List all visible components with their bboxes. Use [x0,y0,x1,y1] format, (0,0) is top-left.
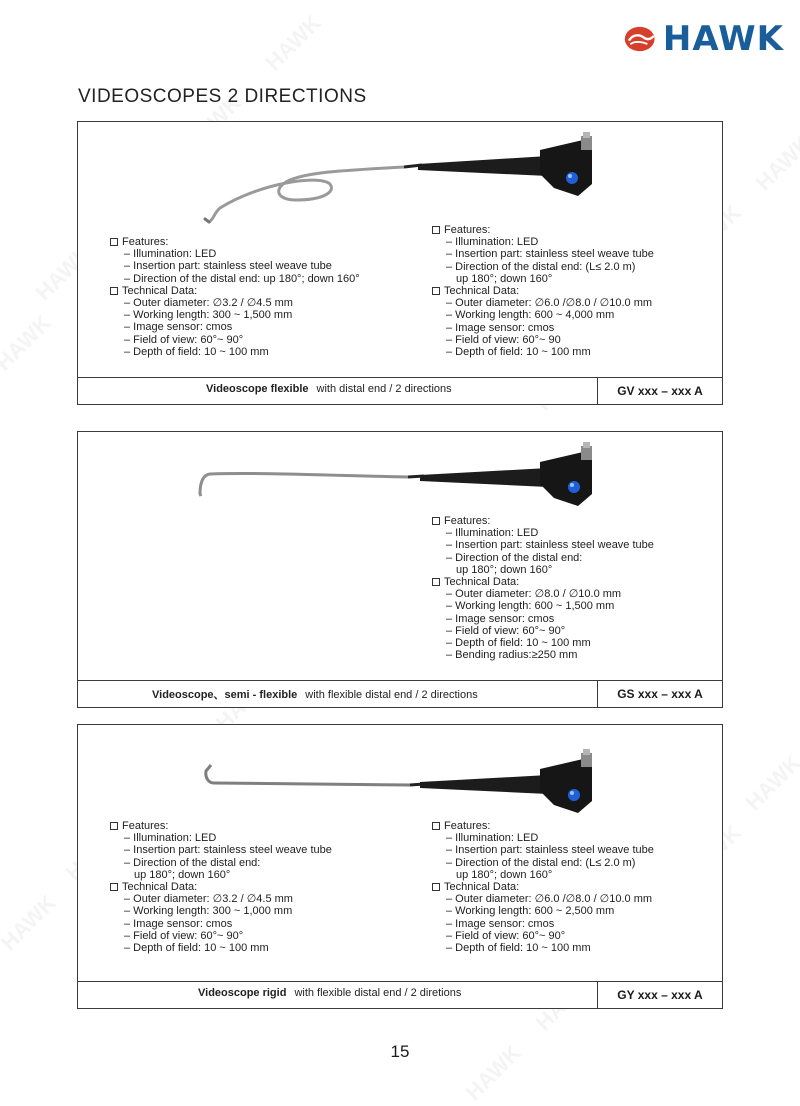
features-item: – Illumination: LED [446,236,539,249]
tech-item: – Outer diameter: ∅3.2 / ∅4.5 mm [124,893,293,906]
tech-item: – Depth of field: 10 ~ 100 mm [446,346,591,359]
tech-item: – Outer diameter: ∅6.0 /∅8.0 / ∅10.0 mm [446,297,653,310]
tech-item: – Depth of field: 10 ~ 100 mm [124,345,269,358]
product-desc: with distal end / 2 directions [316,383,452,395]
features-item: – Insertion part: stainless steel weave tube [446,539,654,552]
checkbox-icon [110,822,118,830]
product-code: GS xxx – xxx A [617,687,703,701]
checkbox-icon [432,226,440,234]
spec-block-right [432,224,654,358]
tech-item: – Image sensor: cmos [446,321,555,334]
tech-item: – Working length: 600 ~ 1,500 mm [446,600,615,613]
product-name: Videoscope、semi - flexible [152,689,298,701]
spec-block-right [432,515,654,661]
tech-item: – Working length: 600 ~ 4,000 mm [446,309,615,322]
features-item: – Illumination: LED [446,832,539,845]
tech-item: – Depth of field: 10 ~ 100 mm [124,942,269,955]
features-item: – Insertion part: stainless steel weave tube [446,844,654,857]
tech-item: – Field of view: 60°~ 90° [124,333,244,346]
tech-item: – Outer diameter: ∅3.2 / ∅4.5 mm [124,297,293,310]
product-description [152,686,478,702]
product-code-cell [597,378,722,404]
panel-footer [78,377,722,404]
tech-item: – Image sensor: cmos [446,917,555,930]
product-code-cell [597,681,722,707]
checkbox-icon [110,883,118,891]
tech-title: Technical Data: [122,284,198,297]
features-title: Features: [444,515,491,527]
features-item: – Illumination: LED [446,527,539,540]
tech-item: – Field of view: 60°~ 90° [124,929,244,942]
spec-block-left [110,236,360,358]
features-item: – Direction of the distal end: [124,856,261,869]
features-title: Features: [444,224,491,236]
product-name: Videoscope rigid [198,987,287,999]
features-item: – Direction of the distal end: (L≤ 2.0 m) [446,856,636,869]
watermark [0,890,62,956]
brand-name: HAWK [662,19,784,59]
page-title: VIDEOSCOPES 2 DIRECTIONS [78,86,367,107]
product-description [198,987,461,999]
checkbox-icon [432,578,440,586]
tech-item: – Working length: 300 ~ 1,500 mm [124,309,293,322]
watermark [261,10,327,76]
features-item: – Insertion part: stainless steel weave tube [446,248,654,261]
checkbox-icon [432,287,440,295]
tech-item: – Depth of field: 10 ~ 100 mm [446,637,591,650]
features-item: up 180°; down 160° [456,272,553,285]
features-title: Features: [122,820,169,832]
checkbox-icon [432,822,440,830]
product-code: GV xxx – xxx A [617,384,703,398]
checkbox-icon [432,883,440,891]
tech-item: – Working length: 300 ~ 1,000 mm [124,905,293,918]
tech-item: – Outer diameter: ∅8.0 / ∅10.0 mm [446,588,622,601]
tech-title: Technical Data: [444,881,520,894]
spec-block-right [432,820,654,954]
features-item: up 180°; down 160° [456,868,553,881]
tech-item: – Image sensor: cmos [124,321,233,334]
features-title: Features: [444,820,491,832]
product-code-cell [597,982,722,1008]
product-code: GY xxx – xxx A [617,988,703,1002]
panel-footer [78,680,722,707]
product-panel-semi-flexible [77,431,723,708]
features-item: up 180°; down 160° [134,868,231,881]
features-item: – Illumination: LED [124,248,217,261]
features-item: – Insertion part: stainless steel weave tube [124,260,332,273]
watermark [751,130,800,196]
page-number: 15 [390,1042,410,1061]
tech-title: Technical Data: [444,285,520,298]
checkbox-icon [110,238,118,246]
features-item: – Direction of the distal end: (L≤ 2.0 m) [446,260,636,273]
tech-item: – Bending radius:≥250 mm [446,649,578,662]
checkbox-icon [432,517,440,525]
tech-item: – Image sensor: cmos [124,917,233,930]
product-description [206,383,452,395]
tech-title: Technical Data: [122,881,198,894]
tech-item: – Image sensor: cmos [446,612,555,625]
checkbox-icon [110,287,118,295]
tech-item: – Working length: 600 ~ 2,500 mm [446,905,615,918]
tech-item: – Depth of field: 10 ~ 100 mm [446,942,591,955]
tech-item: – Outer diameter: ∅6.0 /∅8.0 / ∅10.0 mm [446,893,653,906]
watermark [741,750,800,816]
hawk-logo [624,18,784,60]
tech-item: – Field of view: 60°~ 90 [446,333,561,346]
tech-item: – Field of view: 60°~ 90° [446,624,566,637]
features-item: – Direction of the distal end: [446,551,583,564]
tech-title: Technical Data: [444,576,520,589]
features-title: Features: [122,236,169,248]
features-item: – Illumination: LED [124,832,217,845]
product-panel-rigid [77,724,723,1009]
tech-item: – Field of view: 60°~ 90° [446,929,566,942]
hawk-logo-icon [624,22,657,56]
features-item: – Insertion part: stainless steel weave tube [124,844,332,857]
product-desc: with flexible distal end / 2 diretions [294,987,462,999]
product-name: Videoscope flexible [206,383,309,395]
watermark [0,310,57,376]
features-item: – Direction of the distal end: up 180°; down 160° [124,272,360,285]
panel-footer [78,981,722,1008]
product-desc: with flexible distal end / 2 directions [305,689,478,701]
spec-block-left [110,820,332,954]
features-item: up 180°; down 160° [456,563,553,576]
product-panel-flexible [77,121,723,405]
